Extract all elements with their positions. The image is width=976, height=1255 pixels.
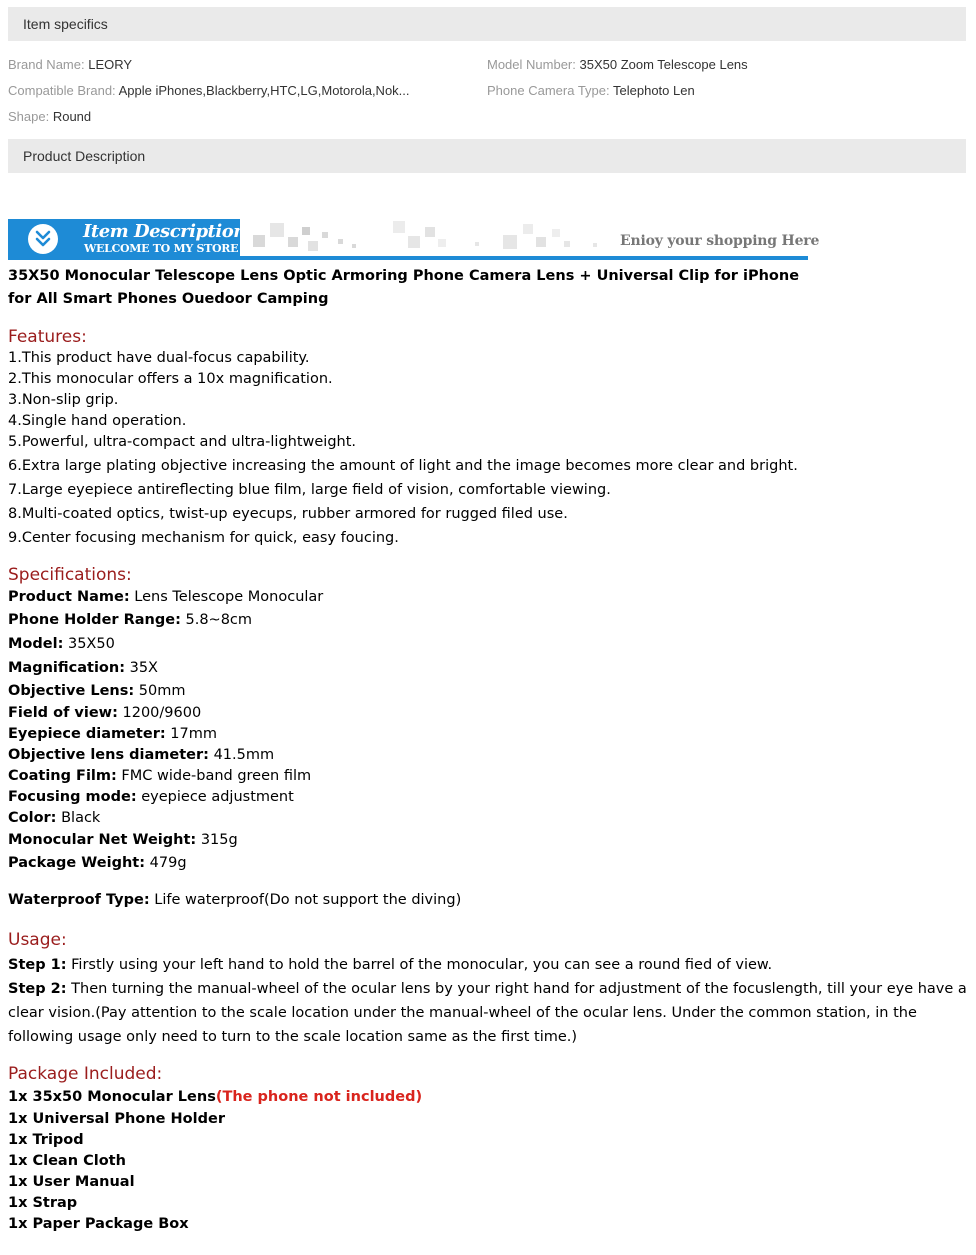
feature-item: 6.Extra large plating objective increasing the amount of light and the image becomes more clear and bright. [8, 458, 798, 474]
product-description-header: Product Description [8, 139, 966, 173]
usage-step-1: Step 1: Firstly using your left hand to hold the barrel of the monocular, you can see a round fied of view. [8, 957, 773, 973]
spec-model-number [487, 57, 748, 73]
spec-label: Model Number: [487, 57, 576, 72]
package-item: 1x Paper Package Box [8, 1216, 189, 1232]
spec-line: Package Weight: 479g [8, 855, 187, 871]
banner-title: Item Description [83, 221, 246, 242]
feature-item: 4.Single hand operation. [8, 413, 187, 429]
spec-line: Model: 35X50 [8, 636, 115, 652]
package-heading: Package Included: [8, 1064, 163, 1084]
spec-label: Compatible Brand: [8, 83, 116, 98]
spec-line: Coating Film: FMC wide-band green film [8, 768, 312, 784]
package-item: 1x Tripod [8, 1132, 84, 1148]
spec-line: Monocular Net Weight: 315g [8, 832, 238, 848]
feature-item: 9.Center focusing mechanism for quick, easy foucing. [8, 530, 399, 546]
banner-slogan: Enioy your shopping Here [620, 233, 820, 249]
package-item: 1x Universal Phone Holder [8, 1111, 225, 1127]
spec-line: Product Name: Lens Telescope Monocular [8, 589, 324, 605]
spec-line: Magnification: 35X [8, 660, 158, 676]
chevron-down-icon [28, 224, 58, 254]
spec-brand-name [8, 57, 132, 73]
spec-value: LEORY [88, 57, 133, 72]
spec-label: Phone Camera Type: [487, 83, 610, 98]
package-item: 1x 35x50 Monocular Lens(The phone not included) [8, 1089, 423, 1105]
spec-line: Eyepiece diameter: 17mm [8, 726, 217, 742]
spec-line: Objective lens diameter: 41.5mm [8, 747, 275, 763]
description-content [8, 265, 968, 1235]
spec-line: Field of view: 1200/9600 [8, 705, 202, 721]
spec-value: Round [52, 109, 92, 124]
feature-item: 5.Powerful, ultra-compact and ultra-lightweight. [8, 434, 357, 450]
spec-value: 35X50 Zoom Telescope Lens [579, 57, 748, 72]
product-title-line-2: for All Smart Phones Ouedoor Camping [8, 291, 329, 307]
spec-line: Objective Lens: 50mm [8, 683, 186, 699]
usage-step-2: Step 2: Then turning the manual-wheel of the ocular lens by your right hand for adjustment of the focuslength, till your eye have a clear vision.(Pay attention to the scale location under the manual-wheel of the ocular lens. Under the common station, in the following usage only need to turn to the scale location same as the first time.) [8, 981, 967, 1045]
spec-shape [8, 109, 91, 125]
feature-item: 1.This product have dual-focus capability. [8, 350, 310, 366]
waterproof-line: Waterproof Type: Life waterproof(Do not support the diving) [8, 892, 462, 908]
banner-subtitle: WELCOME TO MY STORE [84, 242, 239, 255]
spec-line: Color: Black [8, 810, 101, 826]
package-note: (The phone not included) [215, 1089, 423, 1105]
spec-label: Shape: [8, 109, 50, 124]
item-specifics-header: Item specifics [8, 7, 966, 41]
package-item: 1x Clean Cloth [8, 1153, 126, 1169]
usage-heading: Usage: [8, 930, 67, 950]
spec-line: Phone Holder Range: 5.8~8cm [8, 612, 253, 628]
feature-item: 7.Large eyepiece antireflecting blue film, large field of vision, comfortable viewing. [8, 482, 611, 498]
spec-value: Telephoto Len [613, 83, 695, 98]
features-heading: Features: [8, 327, 87, 347]
spec-value: Apple iPhones,Blackberry,HTC,LG,Motorola,Nok... [118, 83, 410, 98]
feature-item: 3.Non-slip grip. [8, 392, 119, 408]
feature-item: 8.Multi-coated optics, twist-up eyecups, rubber armored for rugged filed use. [8, 506, 568, 522]
product-title-line-1: 35X50 Monocular Telescope Lens Optic Armoring Phone Camera Lens + Universal Clip for iPhone [8, 268, 800, 284]
package-item: 1x Strap [8, 1195, 78, 1211]
spec-compatible-brand [8, 83, 410, 99]
spec-phone-camera-type [487, 83, 695, 99]
package-item: 1x User Manual [8, 1174, 135, 1190]
spec-line: Focusing mode: eyepiece adjustment [8, 789, 294, 805]
spec-label: Brand Name: [8, 57, 85, 72]
specifications-heading: Specifications: [8, 565, 132, 585]
item-description-banner [8, 219, 820, 261]
feature-item: 2.This monocular offers a 10x magnification. [8, 371, 333, 387]
